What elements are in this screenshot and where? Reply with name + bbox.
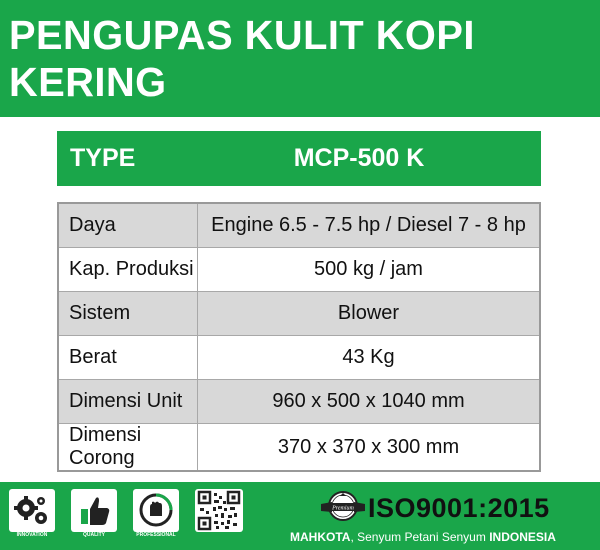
- qr-code-icon: [195, 489, 243, 532]
- brand-name: MAHKOTA: [290, 530, 351, 544]
- spec-value: 960 x 500 x 1040 mm: [198, 380, 541, 424]
- spec-key: Kap. Produksi: [58, 248, 198, 292]
- badge-text: Premium: [332, 505, 354, 512]
- thumbs-up-icon: [71, 489, 117, 532]
- spec-value: Engine 6.5 - 7.5 hp / Diesel 7 - 8 hp: [198, 203, 541, 248]
- page-title: PENGUPAS KULIT KOPI KERING: [9, 11, 475, 105]
- iso-certification: ISO9001:2015: [368, 493, 550, 523]
- table-row: [58, 203, 540, 248]
- spec-value: 370 x 370 x 300 mm: [198, 424, 541, 472]
- type-label: TYPE: [70, 144, 136, 172]
- spec-key: Berat: [58, 336, 198, 380]
- quality-caption: QUALITY: [83, 532, 105, 538]
- type-value: MCP-500 K: [293, 144, 425, 172]
- table-row: [58, 292, 540, 336]
- tagline: [290, 530, 556, 544]
- table-row: [58, 336, 540, 380]
- slogan: , Senyum Petani Senyum: [350, 530, 490, 544]
- spec-value: 500 kg / jam: [198, 248, 541, 292]
- table-row: [58, 248, 540, 292]
- spec-key: Dimensi Unit: [58, 380, 198, 424]
- spec-value: Blower: [198, 292, 541, 336]
- spec-key: Sistem: [58, 292, 198, 336]
- spec-table: [57, 202, 541, 472]
- professional-icon: [133, 489, 179, 532]
- gears-icon: [9, 489, 55, 532]
- table-row: [58, 380, 540, 424]
- type-header: [57, 131, 541, 186]
- spec-key: Daya: [58, 203, 198, 248]
- premium-badge-icon: [318, 487, 368, 527]
- professional-caption: PROFESSIONAL: [136, 532, 176, 538]
- table-row: [58, 424, 540, 472]
- spec-value: 43 Kg: [198, 336, 541, 380]
- innovation-caption: INNOVATION: [16, 532, 48, 538]
- title-banner: [0, 0, 600, 117]
- spec-key: Dimensi Corong: [58, 424, 198, 472]
- country: INDONESIA: [489, 530, 556, 544]
